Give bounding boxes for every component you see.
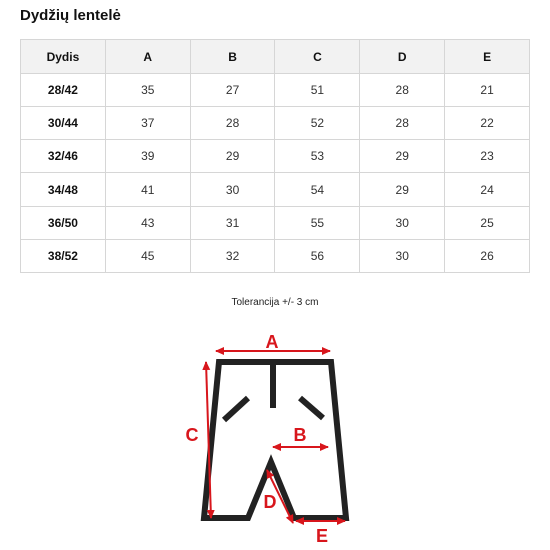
size-cell: 36/50 (21, 206, 106, 239)
table-cell: 30 (360, 206, 445, 239)
column-header: Dydis (21, 40, 106, 74)
table-cell: 21 (445, 74, 530, 107)
tolerance-note: Tolerancija +/- 3 cm (231, 297, 319, 308)
page-title: Dydžių lentelė (20, 7, 121, 24)
table-cell: 55 (275, 206, 360, 239)
table-cell: 30 (190, 173, 275, 206)
table-cell: 28 (360, 74, 445, 107)
size-cell: 30/44 (21, 107, 106, 140)
table-cell: 53 (275, 140, 360, 173)
table-cell: 30 (360, 239, 445, 272)
size-cell: 28/42 (21, 74, 106, 107)
measure-e-label: E (315, 526, 329, 546)
table-cell: 35 (105, 74, 190, 107)
column-header: A (105, 40, 190, 74)
column-header: B (190, 40, 275, 74)
table-cell: 28 (190, 107, 275, 140)
table-cell: 32 (190, 239, 275, 272)
table-cell: 23 (445, 140, 530, 173)
table-cell: 25 (445, 206, 530, 239)
left-pocket-line (224, 398, 248, 420)
table-cell: 31 (190, 206, 275, 239)
table-cell: 39 (105, 140, 190, 173)
measure-a-label: A (265, 332, 279, 352)
table-cell: 29 (360, 140, 445, 173)
measure-d-label: D (263, 492, 277, 512)
table-cell: 28 (360, 107, 445, 140)
size-cell: 34/48 (21, 173, 106, 206)
table-cell: 26 (445, 239, 530, 272)
table-cell: 45 (105, 239, 190, 272)
table-cell: 24 (445, 173, 530, 206)
table-cell: 56 (275, 239, 360, 272)
table-cell: 43 (105, 206, 190, 239)
table-cell: 37 (105, 107, 190, 140)
column-header: C (275, 40, 360, 74)
right-pocket-line (300, 398, 323, 418)
table-cell: 29 (190, 140, 275, 173)
table-cell: 27 (190, 74, 275, 107)
table-cell: 51 (275, 74, 360, 107)
measure-c-label: C (185, 425, 199, 445)
column-header: D (360, 40, 445, 74)
table-cell: 41 (105, 173, 190, 206)
table-cell: 52 (275, 107, 360, 140)
size-cell: 32/46 (21, 140, 106, 173)
column-header: E (445, 40, 530, 74)
size-cell: 38/52 (21, 239, 106, 272)
table-cell: 22 (445, 107, 530, 140)
table-cell: 29 (360, 173, 445, 206)
table-cell: 54 (275, 173, 360, 206)
measure-b-label: B (293, 425, 307, 445)
